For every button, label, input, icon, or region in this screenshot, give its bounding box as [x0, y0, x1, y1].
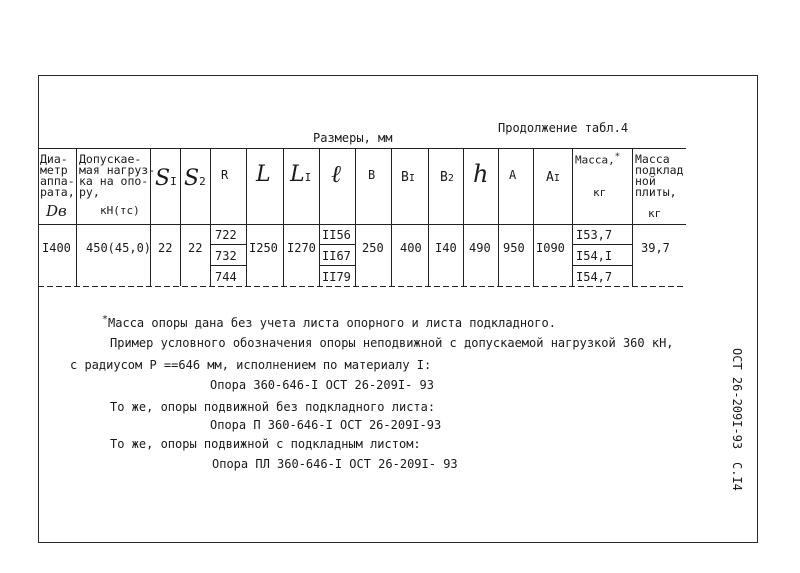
header-load-unit: кН(тс): [100, 204, 140, 217]
header-diameter: Диа- метр аппа- рата,: [40, 152, 75, 199]
cell-load: 450(45,0): [86, 241, 152, 255]
cell-r-3: 744: [215, 270, 237, 284]
header-plate-unit: кг: [648, 207, 662, 220]
header-b1: BI: [401, 170, 415, 185]
cell-diameter: I400: [42, 241, 71, 255]
cell-a: 950: [503, 241, 525, 255]
cell-r-1: 722: [215, 228, 237, 242]
header-a: A: [509, 168, 517, 182]
margin-page-number: С.I4: [730, 462, 744, 491]
document-frame: [38, 75, 758, 543]
header-a1: AI: [546, 170, 560, 185]
header-diameter-symbol: Dв: [46, 202, 67, 220]
mass-row-divider-1: [572, 244, 632, 245]
example-line-1: Пример условного обозначения опоры неподвижной с допускаемой нагрузкой 360 кН,: [110, 336, 674, 350]
l-row-divider-1: [319, 244, 355, 245]
header-b2: B2: [440, 170, 454, 185]
table-top-border: [38, 148, 686, 149]
cell-s2: 22: [188, 241, 203, 255]
col-divider-10: [428, 148, 429, 286]
col-divider-14: [572, 148, 573, 286]
same-with-plate-label: То же, опоры подвижной с подкладным листом:: [110, 437, 421, 451]
header-load: Допускае- мая нагруз- ка на опо- ру,: [79, 152, 156, 199]
col-divider-8: [355, 148, 356, 286]
header-s2: S2: [184, 166, 206, 191]
header-l-small: ℓ: [331, 160, 341, 188]
col-divider-12: [498, 148, 499, 286]
cell-l-big: I250: [249, 241, 278, 255]
col-divider-3: [180, 148, 181, 286]
cell-plate-mass: 39,7: [641, 241, 670, 255]
header-b: B: [368, 168, 376, 182]
cell-h: 490: [469, 241, 491, 255]
cell-mass-2: I54,I: [576, 249, 613, 263]
designation-2: Опора П 360-646-I ОСТ 26-209I-93: [210, 418, 442, 432]
example-line-2: с радиусом Р ==646 мм, исполнением по материалу I:: [70, 358, 432, 372]
cell-l-small-1: II56: [322, 228, 351, 242]
cell-r-2: 732: [215, 249, 237, 263]
col-divider-4: [210, 148, 211, 286]
table-cut-line: [38, 286, 686, 287]
designation-3: Опора ПЛ 360-646-I ОСТ 26-209I- 93: [212, 457, 458, 471]
header-h: h: [473, 160, 489, 188]
cell-b: 250: [362, 241, 384, 255]
cell-l1: I270: [287, 241, 316, 255]
cell-a1: I090: [536, 241, 565, 255]
header-l1: LI: [290, 162, 312, 187]
cell-b2: I40: [435, 241, 457, 255]
margin-standard: ОСТ 26-209I-93: [730, 348, 744, 450]
dimensions-caption: Размеры, мм: [313, 131, 393, 145]
cell-b1: 400: [400, 241, 422, 255]
header-mass: Масса,*: [575, 152, 621, 167]
mass-row-divider-2: [572, 265, 632, 266]
col-divider-13: [533, 148, 534, 286]
footnote: *Масса опоры дана без учета листа опорного и листа подкладного.: [102, 314, 556, 330]
col-divider-7: [319, 148, 320, 286]
header-l-big: L: [256, 162, 271, 187]
r-row-divider-2: [210, 265, 246, 266]
designation-1: Опора 360-646-I ОСТ 26-209I- 93: [210, 378, 434, 392]
cell-l-small-3: II79: [322, 270, 351, 284]
col-divider-11: [463, 148, 464, 286]
l-row-divider-2: [319, 265, 355, 266]
col-divider-15: [632, 148, 633, 286]
col-divider-9: [391, 148, 392, 286]
cell-s1: 22: [158, 241, 173, 255]
table-header-border: [38, 224, 686, 225]
header-mass-unit: кг: [593, 186, 607, 199]
cell-l-small-2: II67: [322, 249, 351, 263]
continuation-label: Продолжение табл.4: [498, 121, 629, 135]
cell-mass-1: I53,7: [576, 228, 613, 242]
same-movable-label: То же, опоры подвижной без подкладного листа:: [110, 400, 436, 414]
header-plate-mass: Масса подклад ной плиты,: [635, 152, 684, 199]
col-divider-1: [76, 148, 77, 286]
header-s1: SI: [155, 166, 177, 191]
col-divider-6: [283, 148, 284, 286]
cell-mass-3: I54,7: [576, 270, 613, 284]
header-r: R: [221, 168, 229, 182]
col-divider-5: [246, 148, 247, 286]
r-row-divider-1: [210, 244, 246, 245]
